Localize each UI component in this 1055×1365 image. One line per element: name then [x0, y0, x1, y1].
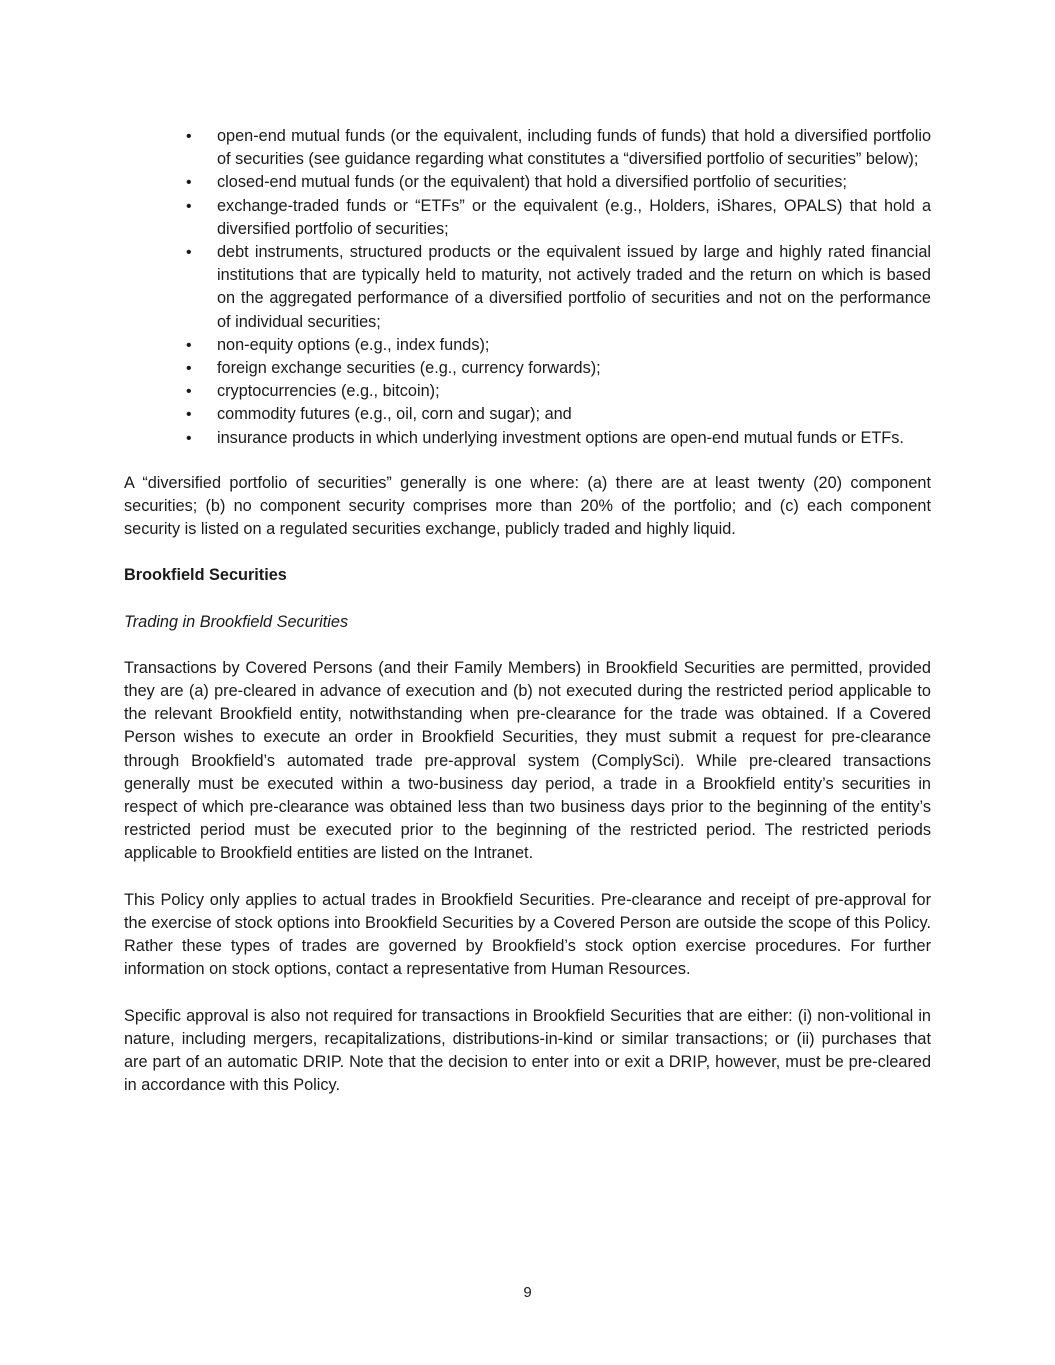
list-item: [124, 380, 931, 403]
list-item-text: cryptocurrencies (e.g., bitcoin);: [217, 382, 440, 401]
list-item-text: foreign exchange securities (e.g., currency forwards);: [217, 359, 601, 378]
list-item-text: commodity futures (e.g., oil, corn and sugar); and: [217, 405, 572, 424]
bullet-icon: •: [186, 244, 192, 262]
excluded-securities-list: [124, 125, 931, 450]
diversified-portfolio-paragraph: A “diversified portfolio of securities” generally is one where: (a) there are at least twenty (20) component securities; (b) no component security comprises more than 20% of the portfolio; and (c) each component security is listed on a regulated securities exchange, publicly traded and highly liquid.: [124, 473, 931, 539]
list-item: [124, 334, 931, 357]
list-item: [124, 357, 931, 380]
bullet-icon: •: [186, 174, 192, 192]
list-item: [124, 403, 931, 426]
list-item-text: open-end mutual funds (or the equivalent, including funds of funds) that hold a diversified portfolio of securities (see guidance regarding what constitutes a “diversified portfolio of securities” below);: [217, 127, 931, 169]
bullet-icon: •: [186, 383, 192, 401]
section-heading: Brookfield Securities: [124, 566, 287, 585]
list-item: [124, 241, 931, 334]
list-item: [124, 125, 931, 171]
bullet-icon: •: [186, 429, 192, 447]
page-content: [124, 125, 931, 1097]
list-item: [124, 195, 931, 241]
bullet-icon: •: [186, 197, 192, 215]
bullet-icon: •: [186, 360, 192, 378]
bullet-icon: •: [186, 406, 192, 424]
list-item-text: closed-end mutual funds (or the equivalent) that hold a diversified portfolio of securities;: [217, 173, 847, 192]
trading-paragraph: Transactions by Covered Persons (and their Family Members) in Brookfield Securities are permitted, provided they are (a) pre-cleared in advance of execution and (b) not executed during the restricted period applicable to the relevant Brookfield entity, notwithstanding when pre-clearance for the trade was obtained. If a Covered Person wishes to execute an order in Brookfield Securities, they must submit a request for pre-clearance through Brookfield’s automated trade pre-approval system (ComplySci). While pre-cleared transactions generally must be executed within a two-business day period, a trade in a Brookfield entity’s securities in respect of which pre-clearance was obtained less than two business days prior to the beginning of the entity’s restricted period must be executed prior to the beginning of the restricted period. The restricted periods applicable to Brookfield entities are listed on the Intranet.: [124, 658, 931, 863]
policy-scope-paragraph: This Policy only applies to actual trades in Brookfield Securities. Pre-clearance and receipt of pre-approval for the exercise of stock options into Brookfield Securities by a Covered Person are outside the scope of this Policy. Rather these types of trades are governed by Brookfield’s stock option exercise procedures. For further information on stock options, contact a representative from Human Resources.: [124, 890, 931, 979]
bullet-icon: •: [186, 336, 192, 354]
list-item-text: non-equity options (e.g., index funds);: [217, 335, 490, 354]
list-item-text: debt instruments, structured products or the equivalent issued by large and highly rated financial institutions that are typically held to maturity, not actively traded and the return on which is based on the aggregated performance of a diversified portfolio of securities and not on the performance of individual securities;: [217, 243, 931, 331]
specific-approval-paragraph: Specific approval is also not required for transactions in Brookfield Securities that are either: (i) non-volitional in nature, including mergers, recapitalizations, distributions-in-kind or similar transactions; or (ii) purchases that are part of an automatic DRIP. Note that the decision to enter into or exit a DRIP, however, must be pre-cleared in accordance with this Policy.: [124, 1006, 931, 1095]
list-item-text: exchange-traded funds or “ETFs” or the equivalent (e.g., Holders, iShares, OPALS) that hold a diversified portfolio of securities;: [217, 196, 931, 238]
subsection-heading: Trading in Brookfield Securities: [124, 612, 349, 631]
list-item: [124, 427, 931, 450]
list-item: [124, 171, 931, 194]
bullet-icon: •: [186, 128, 192, 145]
list-item-text: insurance products in which underlying investment options are open-end mutual funds or ETFs.: [217, 428, 904, 447]
page-number: 9: [523, 1284, 532, 1301]
